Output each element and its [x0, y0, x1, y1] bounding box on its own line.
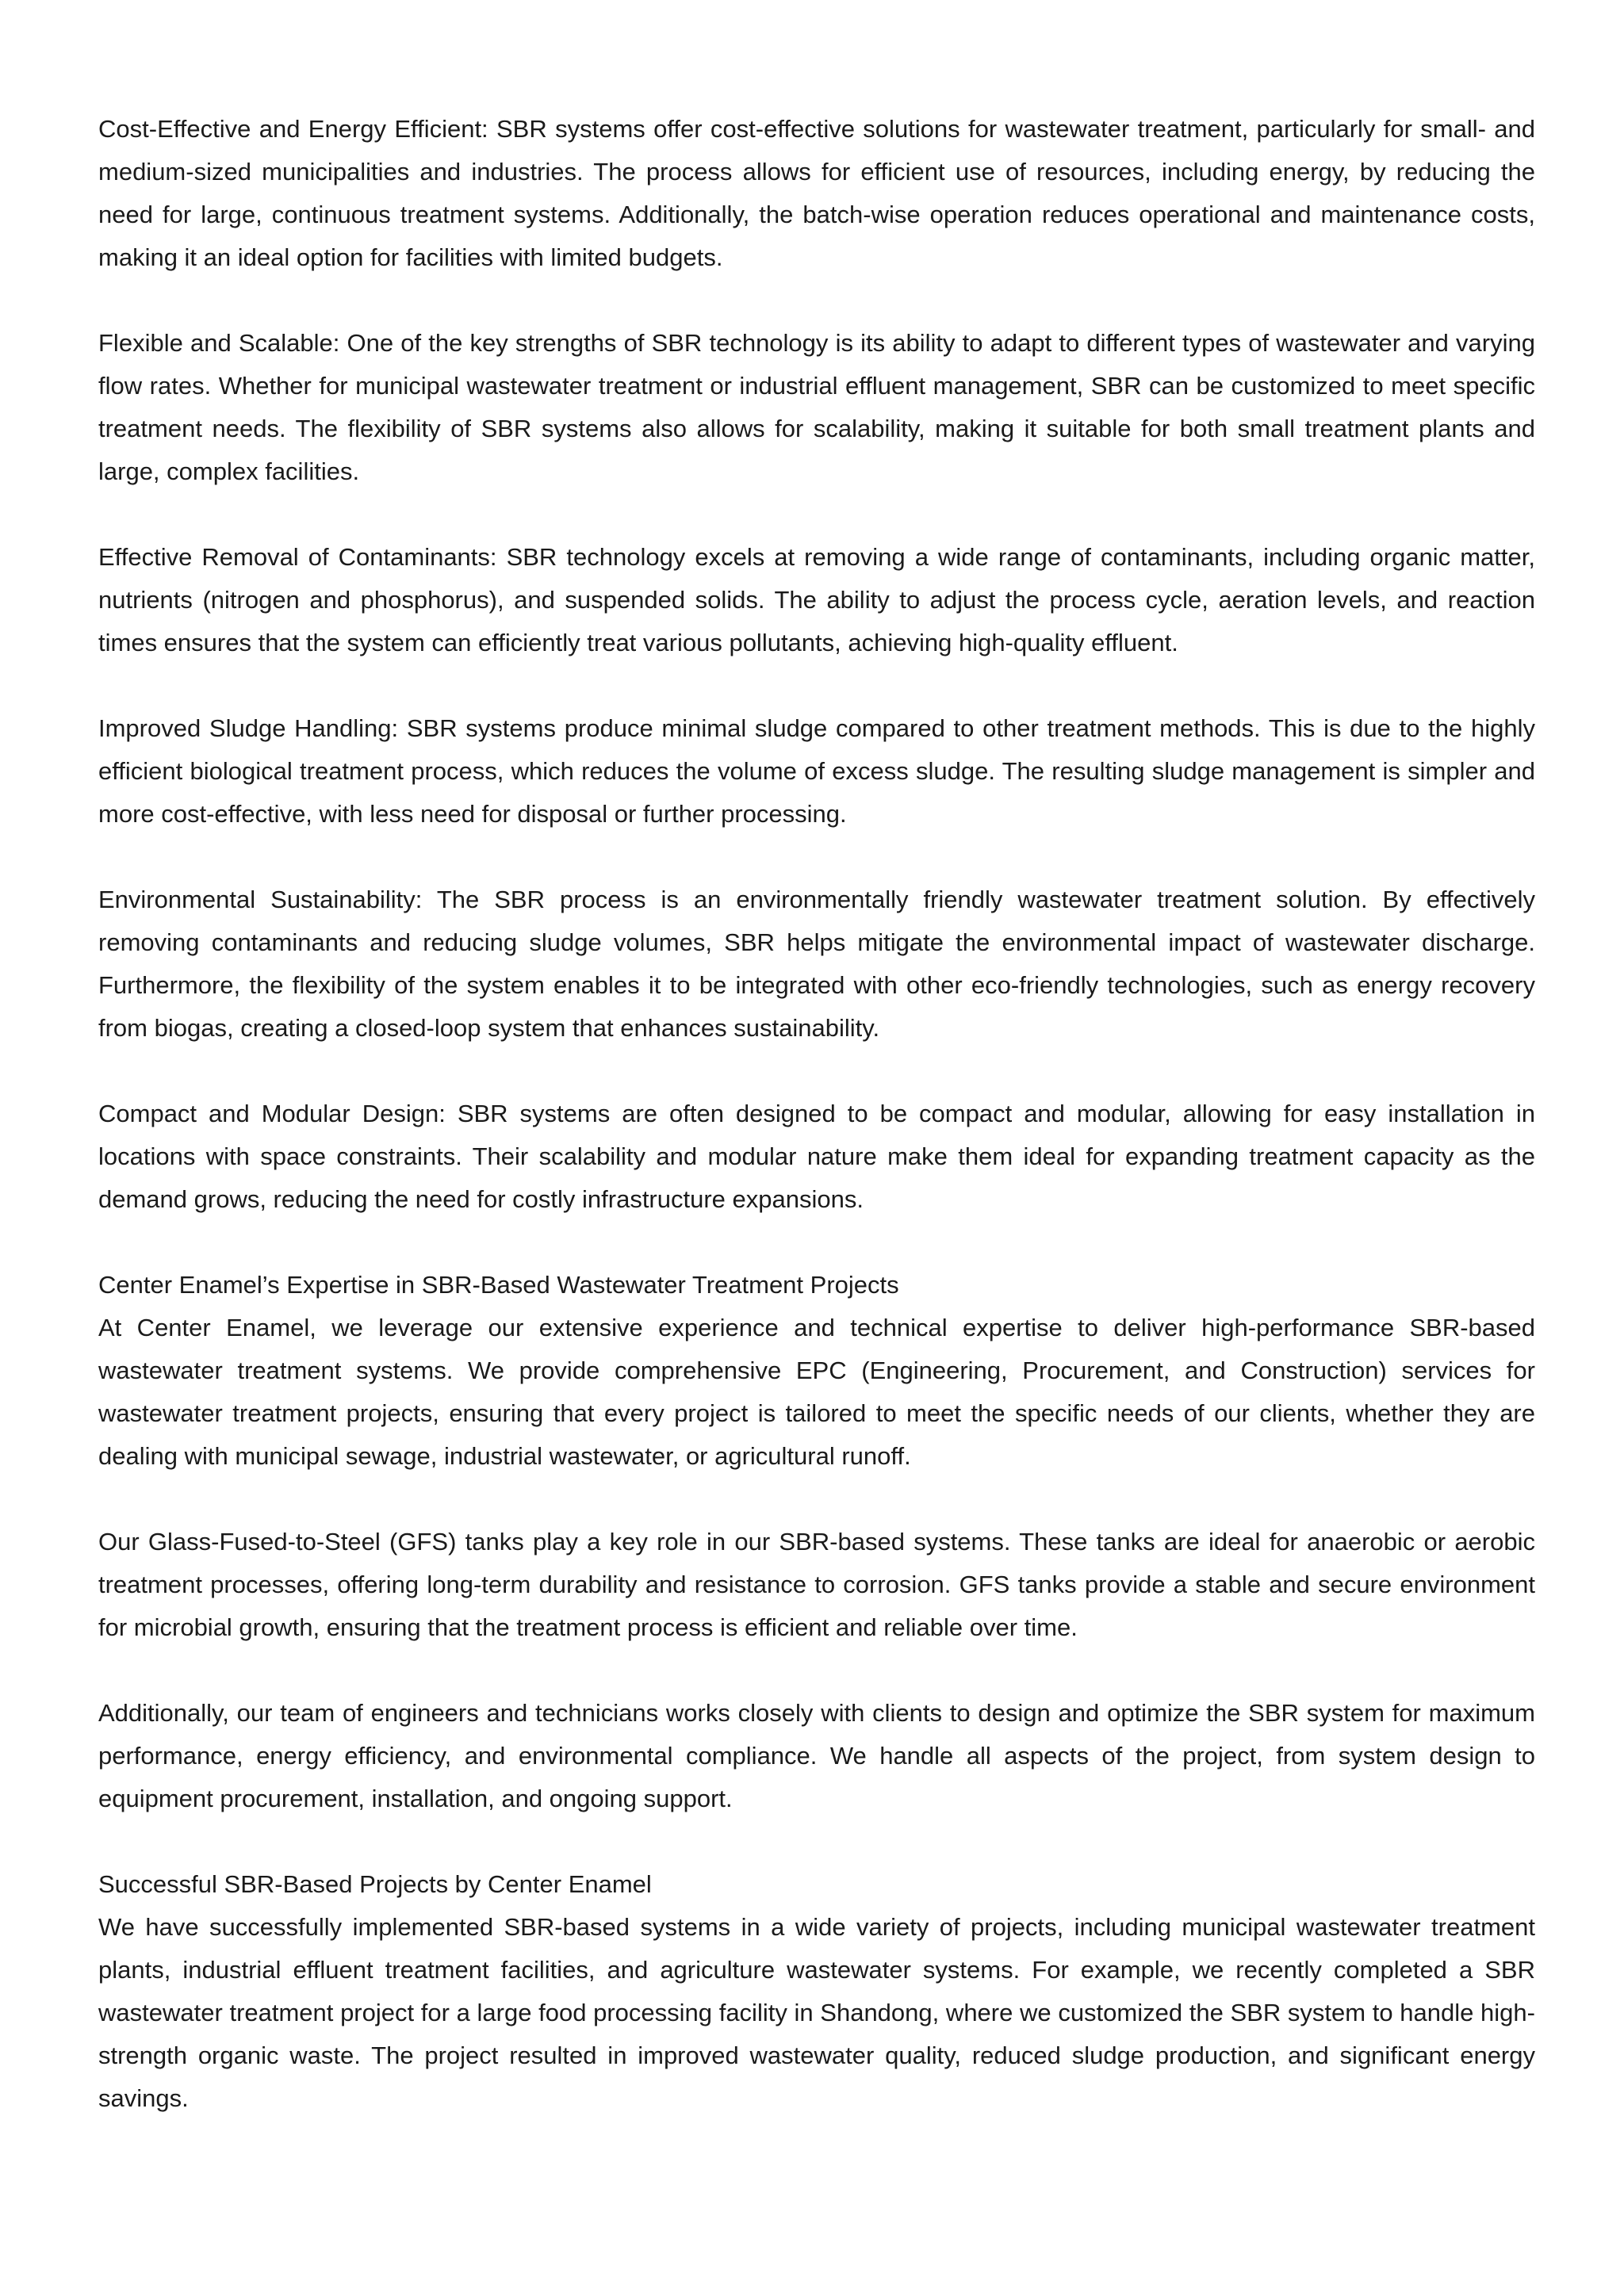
paragraph-compact-design: Compact and Modular Design: SBR systems are often designed to be compact and modular, allowing for easy installation in locations with space constraints. Their scalability and modular nature make them ideal for expanding treatment capacity as the demand grows, reducing the need for costly infrastructure expansions.	[98, 1100, 1535, 1213]
paragraph-gfs-tanks: Our Glass-Fused-to-Steel (GFS) tanks play a key role in our SBR-based systems. These tanks are ideal for anaerobic or aerobic treatment processes, offering long-term durability and resistance to corrosion. GFS tanks provide a stable and secure environment for microbial growth, ensuring that the treatment process is efficient and reliable over time.	[98, 1528, 1535, 1641]
expertise-heading: Center Enamel’s Expertise in SBR-Based Wastewater Treatment Projects	[98, 1271, 899, 1299]
paragraph-cost-effective: Cost-Effective and Energy Efficient: SBR systems offer cost-effective solutions for wastewater treatment, particularly for small- and medium-sized municipalities and industries. The process allows for efficient use of resources, including energy, by reducing the need for large, continuous treatment systems. Additionally, the batch-wise operation reduces operational and maintenance costs, making it an ideal option for facilities with limited budgets.	[98, 115, 1535, 271]
paragraph-flexible-scalable: Flexible and Scalable: One of the key strengths of SBR technology is its ability to adapt to different types of wastewater and varying flow rates. Whether for municipal wastewater treatment or industrial effluent management, SBR can be customized to meet specific treatment needs. The flexibility of SBR systems also allows for scalability, making it suitable for both small treatment plants and large, complex facilities.	[98, 329, 1535, 485]
expertise-body: At Center Enamel, we leverage our extensive experience and technical expertise to deliver high-performance SBR-based wastewater treatment systems. We provide comprehensive EPC (Engineering, Procurement, and Construction) services for wastewater treatment projects, ensuring that every project is tailored to meet the specific needs of our clients, whether they are dealing with municipal sewage, industrial wastewater, or agricultural runoff.	[98, 1314, 1535, 1470]
document-page	[98, 108, 1535, 2163]
paragraph-contaminant-removal: Effective Removal of Contaminants: SBR technology excels at removing a wide range of contaminants, including organic matter, nutrients (nitrogen and phosphorus), and suspended solids. The ability to adjust the process cycle, aeration levels, and reaction times ensures that the system can efficiently treat various pollutants, achieving high-quality effluent.	[98, 543, 1535, 656]
paragraph-sustainability: Environmental Sustainability: The SBR process is an environmentally friendly wastewater treatment solution. By effectively removing contaminants and reducing sludge volumes, SBR helps mitigate the environmental impact of wastewater discharge. Furthermore, the flexibility of the system enables it to be integrated with other eco-friendly technologies, such as energy recovery from biogas, creating a closed-loop system that enhances sustainability.	[98, 886, 1535, 1042]
paragraph-team: Additionally, our team of engineers and technicians works closely with clients to design and optimize the SBR system for maximum performance, energy efficiency, and environmental compliance. We handle all aspects of the project, from system design to equipment procurement, installation, and ongoing support.	[98, 1699, 1535, 1812]
projects-heading: Successful SBR-Based Projects by Center Enamel	[98, 1870, 652, 1898]
paragraph-sludge-handling: Improved Sludge Handling: SBR systems produce minimal sludge compared to other treatment methods. This is due to the highly efficient biological treatment process, which reduces the volume of excess sludge. The resulting sludge management is simpler and more cost-effective, with less need for disposal or further processing.	[98, 714, 1535, 828]
expertise-section	[98, 1264, 1535, 1478]
projects-body: We have successfully implemented SBR-based systems in a wide variety of projects, including municipal wastewater treatment plants, industrial effluent treatment facilities, and agriculture wastewater systems. For example, we recently completed a SBR wastewater treatment project for a large food processing facility in Shandong, where we customized the SBR system to handle high-strength organic waste. The project resulted in improved wastewater quality, reduced sludge production, and significant energy savings.	[98, 1913, 1535, 2112]
projects-section	[98, 1863, 1535, 2120]
